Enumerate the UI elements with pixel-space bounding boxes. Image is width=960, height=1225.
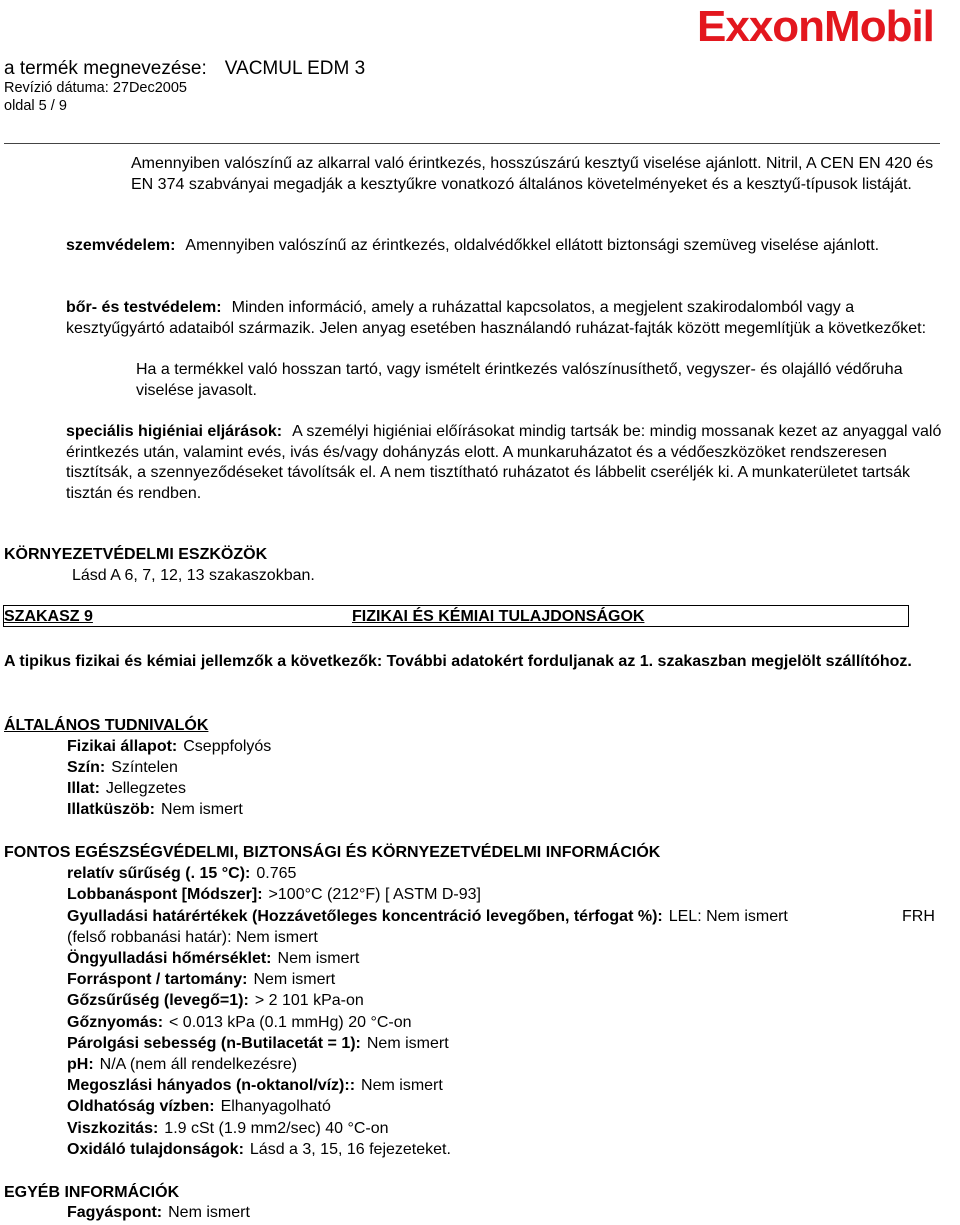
- eye-protection-paragraph: [66, 236, 946, 257]
- eye-protection-text: Amennyiben valószínű az érintkezés, oldalvédőkkel ellátott biztonsági szemüveg viselése ajánlott.: [185, 237, 880, 254]
- general-item: [67, 800, 243, 821]
- property-value: Lásd a 3, 15, 16 fejezeteket.: [249, 1141, 451, 1158]
- property-row: [67, 928, 318, 949]
- general-item: [67, 737, 271, 758]
- property-value: Nem ismert: [366, 1035, 449, 1052]
- revision-line: [4, 79, 187, 97]
- property-row: [67, 1119, 389, 1140]
- property-label: Párolgási sebesség (n-Butilacetát = 1):: [67, 1035, 361, 1052]
- property-label: Gőznyomás:: [67, 1014, 164, 1031]
- revision-value: 27Dec2005: [112, 80, 187, 96]
- property-row: [67, 885, 481, 906]
- environment-title: KÖRNYEZETVÉDELMI ESZKÖZÖK: [4, 546, 268, 563]
- property-value: 0.765: [256, 865, 297, 882]
- property-value: < 0.013 kPa (0.1 mmHg) 20 °C-on: [169, 1014, 412, 1031]
- property-value: > 2 101 kPa-on: [254, 992, 364, 1009]
- property-value: Nem ismert: [168, 1204, 250, 1221]
- property-value: Elhanyagolható: [220, 1098, 331, 1115]
- product-name-line: [4, 58, 365, 80]
- property-label: Illat:: [67, 780, 100, 797]
- property-value: (felső robbanási határ): Nem ismert: [67, 929, 318, 946]
- property-value: Cseppfolyós: [183, 738, 272, 755]
- property-row: [67, 1055, 297, 1076]
- property-value: 1.9 cSt (1.9 mm2/sec) 40 °C-on: [164, 1120, 389, 1137]
- property-label: Fagyáspont:: [67, 1204, 163, 1221]
- property-row: [67, 864, 296, 885]
- property-row: [67, 1203, 250, 1224]
- property-value: Nem ismert: [361, 1077, 443, 1094]
- property-label: Oldhatóság vízben:: [67, 1098, 215, 1115]
- other-info-title: EGYÉB INFORMÁCIÓK: [4, 1184, 180, 1201]
- property-label: Oxidáló tulajdonságok:: [67, 1141, 244, 1158]
- property-label: Megoszlási hányados (n-oktanol/víz)::: [67, 1077, 356, 1094]
- revision-label: Revízió dátuma:: [4, 80, 109, 96]
- frh-label: FRH: [902, 908, 935, 925]
- property-row: [67, 1034, 449, 1055]
- hygiene-label: speciális higiéniai eljárások:: [66, 423, 283, 440]
- property-value: Nem ismert: [277, 950, 360, 967]
- property-value: Nem ismert: [161, 801, 243, 818]
- header-divider: [4, 143, 940, 144]
- hygiene-paragraph: [66, 422, 946, 504]
- environment-text: Lásd A 6, 7, 12, 13 szakaszokban.: [72, 567, 315, 584]
- property-value: LEL: Nem ismert: [668, 908, 788, 925]
- property-label: Gyulladási határértékek (Hozzávetőleges koncentráció levegőben, térfogat %):: [67, 908, 663, 925]
- eye-protection-label: szemvédelem:: [66, 237, 176, 254]
- property-value: N/A (nem áll rendelkezésre): [99, 1056, 298, 1073]
- section-intro: A tipikus fizikai és kémiai jellemzők a következők: További adatokért forduljanak az 1. szakaszban megjelölt szállítóhoz.: [4, 653, 912, 670]
- property-value: Nem ismert: [253, 971, 336, 988]
- gloves-paragraph: Amennyiben valószínű az alkarral való érintkezés, hosszúszárú kesztyű viselése ajánlott. Nitril, A CEN EN 420 és EN 374 szabványai megadják a kesztyűkre vonatkozó általános követelményeket és a kesztyű-típusok listáját.: [131, 155, 934, 193]
- property-row: [67, 907, 788, 928]
- property-label: Szín:: [67, 759, 106, 776]
- general-item: [67, 758, 178, 779]
- property-row: [67, 991, 364, 1012]
- property-row: [67, 1076, 443, 1097]
- property-row: [67, 949, 359, 970]
- property-label: Lobbanáspont [Módszer]:: [67, 886, 263, 903]
- skin-protection-subtext: Ha a termékkel való hosszan tartó, vagy ismételt érintkezés valószínusíthető, vegyszer- és olajálló védőruha viselése javasolt.: [136, 361, 903, 399]
- property-label: Forráspont / tartomány:: [67, 971, 248, 988]
- hygiene-text: A személyi higiéniai előírásokat mindig tartsák be: mindig mossanak kezet az anyaggal való érintkezés után, valamint evés, ivás és/vagy dohányzás elott. A munkaruházatot és a védőeszközöket rendszeresen tisztítsák, a szennyeződéseket távolítsák el. A nem tisztítható ruházatot és lábbelit cseréljék ki. A munkaterületet tartsák tisztán és rendben.: [66, 423, 942, 502]
- section-title: FIZIKAI ÉS KÉMIAI TULAJDONSÁGOK: [352, 608, 645, 625]
- property-label: pH:: [67, 1056, 94, 1073]
- skin-protection-text: Minden információ, amely a ruházattal kapcsolatos, a megjelent szakirodalomból vagy a kesztyűgyártó adataiból származik. Jelen anyag esetében használandó ruházat-fajták között megemlítjük a következőket:: [66, 299, 927, 337]
- property-label: relatív sűrűség (. 15 °C):: [67, 865, 251, 882]
- product-label: a termék megnevezése:: [4, 58, 207, 79]
- property-label: Viszkozitás:: [67, 1120, 159, 1137]
- section-number: SZAKASZ 9: [4, 608, 93, 625]
- general-item: [67, 779, 186, 800]
- property-row: [67, 1097, 331, 1118]
- product-value: VACMUL EDM 3: [224, 58, 366, 79]
- page-number: oldal 5 / 9: [4, 98, 67, 114]
- property-label: Gőzsűrűség (levegő=1):: [67, 992, 249, 1009]
- property-value: Jellegzetes: [105, 780, 186, 797]
- exxonmobil-logo: ExxonMobil: [697, 2, 934, 51]
- general-info-title: ÁLTALÁNOS TUDNIVALÓK: [4, 717, 209, 734]
- important-info-title: FONTOS EGÉSZSÉGVÉDELMI, BIZTONSÁGI ÉS KÖRNYEZETVÉDELMI INFORMÁCIÓK: [4, 844, 661, 861]
- property-row: [67, 1013, 412, 1034]
- property-row: [67, 1140, 451, 1161]
- property-label: Fizikai állapot:: [67, 738, 178, 755]
- skin-protection-paragraph: [66, 298, 946, 339]
- skin-protection-label: bőr- és testvédelem:: [66, 299, 222, 316]
- property-label: Öngyulladási hőmérséklet:: [67, 950, 272, 967]
- property-label: Illatküszöb:: [67, 801, 156, 818]
- property-value: >100°C (212°F) [ ASTM D-93]: [268, 886, 481, 903]
- property-row: [67, 970, 335, 991]
- property-value: Színtelen: [111, 759, 178, 776]
